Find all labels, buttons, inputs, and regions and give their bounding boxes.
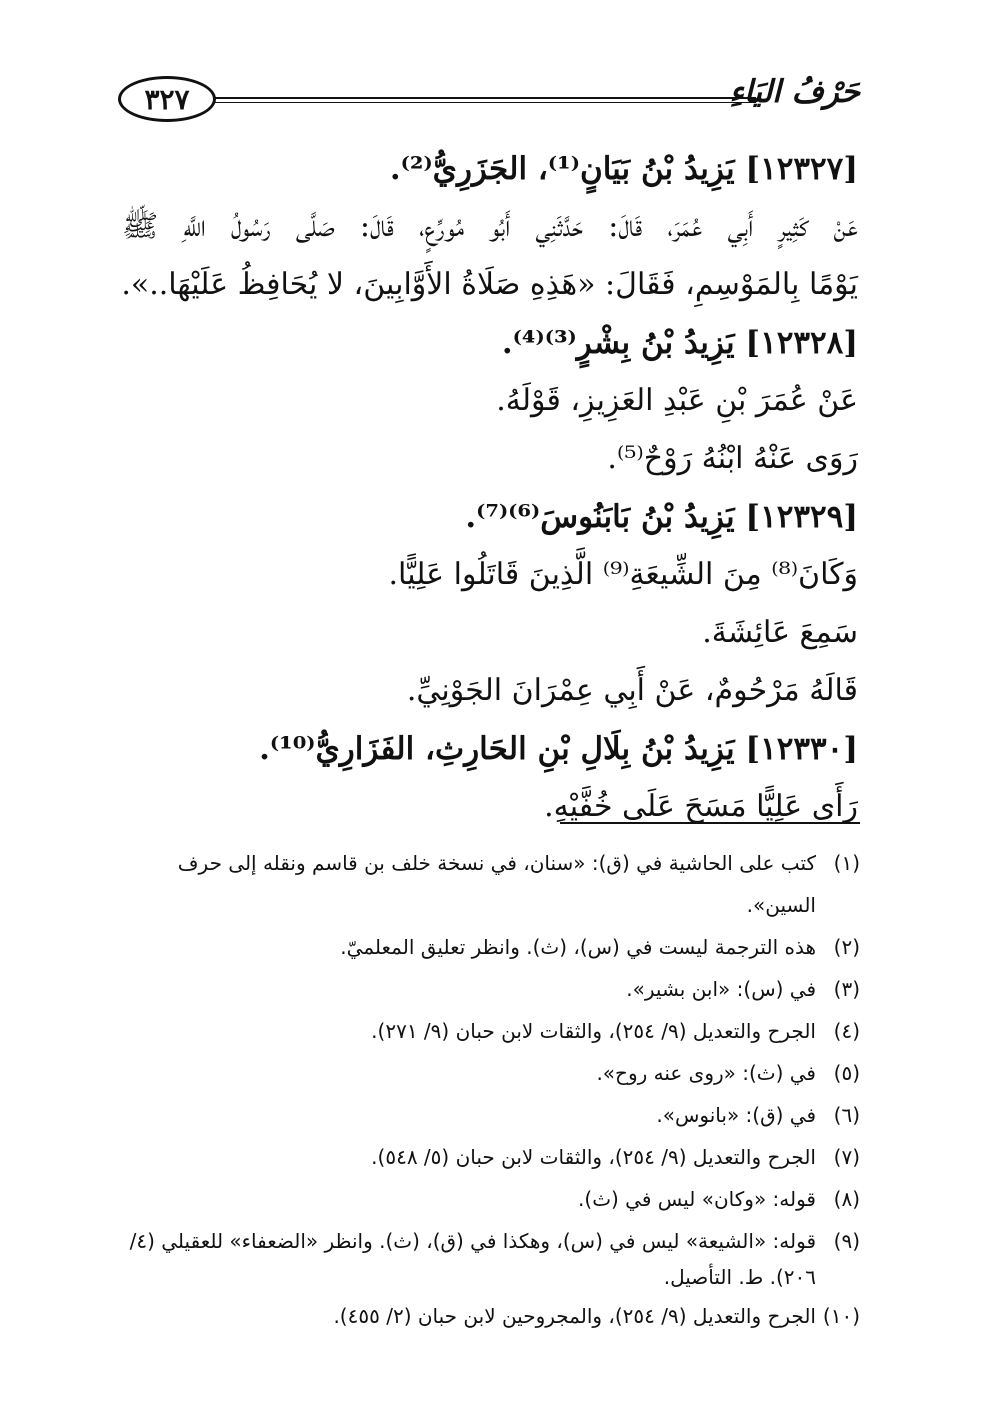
text-line: يَوْمًا بِالمَوْسِمِ، فَقَالَ: «هَذِهِ صَلَاةُ الأَوَّابِينَ، لا يُحَافِظُ عَلَيْهَا..». [121,267,858,302]
footnote [122,1052,860,1094]
footnote-number: (١) [833,851,860,875]
footnotes [122,842,860,1337]
footnote-text: في (ق): «بانوس». [656,1103,816,1127]
footnote-text: الجرح والتعديل (٩/ ٢٥٤)، والمجروحين لابن حبان (٢/ ٤٥٥). [333,1304,816,1328]
footnote-text: الجرح والتعديل (٩/ ٢٥٤)، والثقات لابن حبان (٩/ ٢٧١). [371,1019,816,1043]
footnote-text: كتب على الحاشية في (ق): «سنان، في نسخة خلف بن قاسم ونقله إلى حرف السين». [177,851,816,917]
footnote-number: (٥) [833,1061,860,1085]
text-line: وَكَانَ⁽⁸⁾ مِنَ الشِّيعَةِ⁽⁹⁾ الَّذِينَ قَاتَلُوا عَلِيًّا. [388,557,858,592]
footnote-separator [560,822,860,824]
page-number-badge [118,76,216,122]
text-line: عَنْ كَثِيرٍ أَبِي عُمَرَ، قَالَ: حَدَّثَنِي أَبُو مُورِّعٍ، قَالَ: صَلَّى رَسُولُ اللَّهِ ﷺ [122,209,858,244]
footnote-text: في (ث): «روى عنه روح». [596,1061,816,1085]
text-line: رَوَى عَنْهُ ابْنُهُ رَوْحٌ⁽⁵⁾. [607,441,858,476]
footnote-text: قوله: «الشيعة» ليس في (س)، وهكذا في (ق)، (ث). وانظر «الضعفاء» للعقيلي (٤/ ٢٠٦). ط. التأصيل. [129,1229,816,1289]
footnote-number: (٢) [833,935,860,959]
footnote-number: (٨) [833,1187,860,1211]
footnote-text: هذه الترجمة ليست في (س)، (ث). وانظر تعليق المعلميّ. [340,935,816,959]
page-header [118,68,860,128]
chapter-title: حَرْفُ اليَاءِ [729,74,860,110]
main-text [122,140,858,836]
header-rule [210,97,756,99]
entry-heading: [١٢٣٢٧] يَزِيدُ بْنُ بَيَانٍ⁽¹⁾، الجَزَرِيُّ⁽²⁾. [389,151,858,187]
page-number: ٣٢٧ [144,82,190,116]
footnote [122,1010,860,1052]
entry-heading: [١٢٣٣٠] يَزِيدُ بْنُ بِلَالِ بْنِ الحَارِثِ، الفَزَارِيُّ⁽¹⁰⁾. [259,731,858,767]
footnote [122,1178,860,1220]
footnote [122,1220,860,1295]
footnote [122,1136,860,1178]
footnote-number: (٤) [833,1019,860,1043]
footnote-text: في (س): «ابن بشير». [626,977,816,1001]
footnote-number: (٩) [833,1229,860,1253]
footnote-number: (٣) [833,977,860,1001]
text-line: رَأَى عَلِيًّا مَسَحَ عَلَى خُفَّيْهِ. [544,789,858,824]
footnote-text: قوله: «وكان» ليس في (ث). [578,1187,816,1211]
footnote [122,1094,860,1136]
entry-heading: [١٢٣٢٩] يَزِيدُ بْنُ بَابَنُوسَ⁽⁶⁾⁽⁷⁾. [465,499,858,535]
footnote-text: الجرح والتعديل (٩/ ٢٥٤)، والثقات لابن حبان (٥/ ٥٤٨). [371,1145,816,1169]
footnote [122,1295,860,1337]
entry-heading: [١٢٣٢٨] يَزِيدُ بْنُ بِشْرٍ⁽³⁾⁽⁴⁾. [501,325,858,361]
footnote-number: (١٠) [822,1304,860,1328]
text-line: عَنْ عُمَرَ بْنِ عَبْدِ العَزِيزِ، قَوْلَهُ. [496,383,858,418]
text-line: سَمِعَ عَائِشَةَ. [702,615,858,650]
footnote [122,968,860,1010]
header-rule-thin [210,102,756,103]
footnote-number: (٦) [833,1103,860,1127]
footnote-number: (٧) [833,1145,860,1169]
footnote [122,842,860,926]
text-line: قَالَهُ مَرْحُومٌ، عَنْ أَبِي عِمْرَانَ الجَوْنِيِّ. [406,673,858,708]
footnote [122,926,860,968]
